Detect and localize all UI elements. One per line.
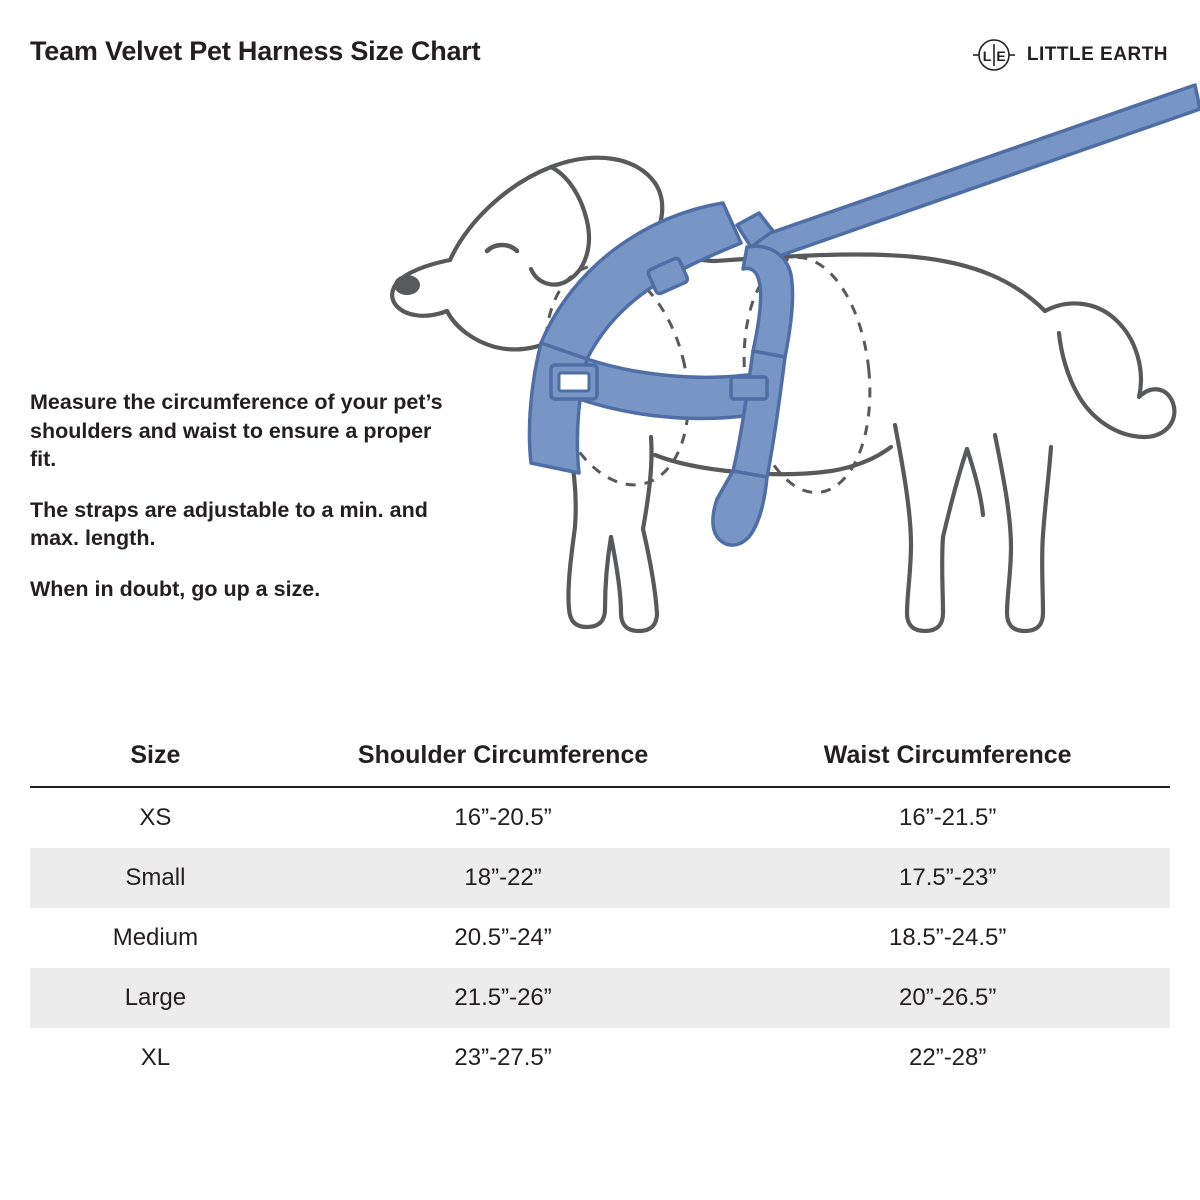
size-table <box>30 735 1170 1088</box>
cell-shoulder: 20.5”-24” <box>454 924 552 951</box>
table-header-row <box>30 735 1170 787</box>
cell-size: XS <box>139 804 172 831</box>
cell-shoulder: 21.5”-26” <box>281 968 726 1028</box>
svg-text:L: L <box>982 48 992 64</box>
table-row <box>30 968 1170 1028</box>
table-row <box>30 908 1170 968</box>
column-header-waist: Waist Circumference <box>725 735 1170 787</box>
column-header-shoulder: Shoulder Circumference <box>281 735 726 787</box>
cell-shoulder: 16”-20.5” <box>454 804 552 831</box>
cell-waist: 20”-26.5” <box>725 968 1170 1028</box>
table-row <box>30 1028 1170 1088</box>
instruction-line-3: When in doubt, go up a size. <box>30 576 321 601</box>
little-earth-logo-icon <box>971 32 1017 78</box>
cell-size: XL <box>140 1044 171 1071</box>
cell-waist: 18.5”-24.5” <box>888 924 1007 951</box>
cell-shoulder: 23”-27.5” <box>454 1044 552 1071</box>
cell-size: Large <box>30 968 281 1028</box>
svg-text:E: E <box>996 48 1006 64</box>
cell-size: Medium <box>112 924 199 951</box>
cell-shoulder: 18”-22” <box>281 848 726 908</box>
page-title: Team Velvet Pet Harness Size Chart <box>30 36 481 66</box>
instruction-line-2: The straps are adjustable to a min. and max. length. <box>30 497 428 551</box>
column-header-size: Size <box>30 735 281 787</box>
brand-name: LITTLE EARTH <box>1026 44 1168 65</box>
instruction-line-1: Measure the circumference of your pet’s shoulders and waist to ensure a proper fit. <box>30 390 443 472</box>
dog-harness-illustration <box>355 75 1200 700</box>
table-row <box>30 848 1170 908</box>
cell-waist: 17.5”-23” <box>725 848 1170 908</box>
table-row <box>30 787 1170 848</box>
brand-lockup <box>971 32 1168 78</box>
cell-waist: 16”-21.5” <box>899 804 997 831</box>
cell-waist: 22”-28” <box>909 1044 987 1071</box>
cell-size: Small <box>30 848 281 908</box>
